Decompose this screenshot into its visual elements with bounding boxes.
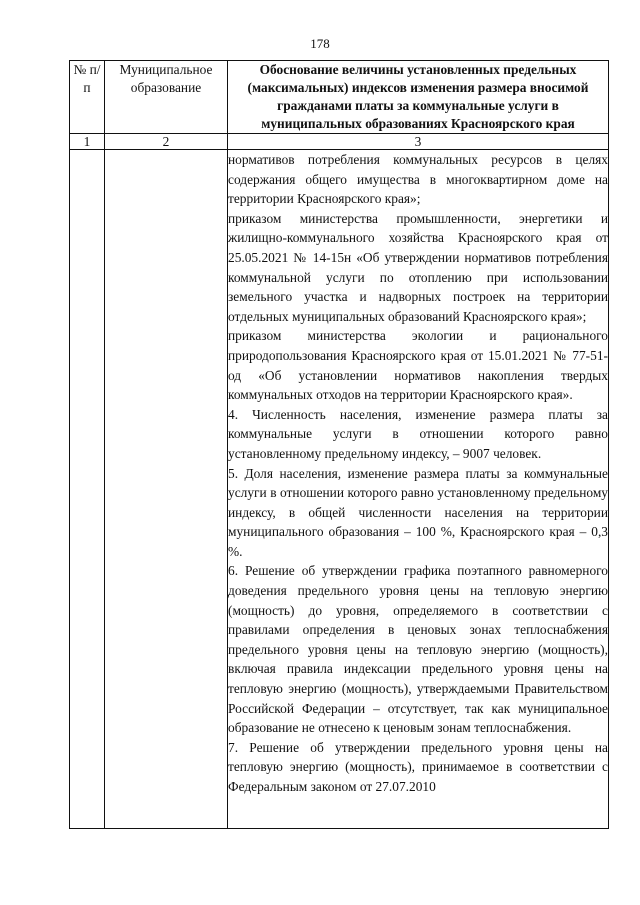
document-table	[69, 60, 609, 829]
body-paragraph: нормативов потребления коммунальных ресурсов в целях содержания общего имущества в многоквартирном доме на территории Красноярского края»;	[228, 152, 608, 207]
body-paragraph: 6. Решение об утверждении графика поэтапного равномерного доведения предельного уровня цены на тепловую энергию (мощность) до уровня, определяемого в соответствии с правилами определения в ценовых зонах теплоснабжения предельного уровня цены на тепловую энергию (мощность), включая правила индексации предельного уровня цены на тепловую энергию (мощность), утверждаемыми Правительством Российской Федерации – отсутствует, так как муниципальное образование не отнесено к ценовым зонам теплоснабжения.	[228, 563, 608, 736]
table-header-row	[70, 61, 609, 134]
column-number: 3	[228, 134, 609, 150]
table-row	[70, 150, 609, 829]
page-number: 178	[310, 36, 330, 51]
cell-municipality	[105, 150, 228, 829]
cell-justification	[228, 150, 609, 829]
body-paragraph: 7. Решение об утверждении предельного уровня цены на тепловую энергию (мощность), принимаемое в соответствии с Федеральным законом от 27.07.2010	[228, 739, 608, 794]
header-municipality: Муниципальное образование	[105, 61, 228, 134]
body-paragraph: приказом министерства промышленности, энергетики и жилищно-коммунального хозяйства Красноярского края от 25.05.2021 № 14-15н «Об утверждении нормативов потребления коммунальной услуги по отоплению при использовании земельного участка и надворных построек на территории отдельных муниципальных образований Красноярского края»;	[228, 210, 608, 324]
column-number: 1	[70, 134, 105, 150]
body-paragraph: приказом министерства экологии и рационального природопользования Красноярского края от 15.01.2021 № 77-51-од «Об установлении нормативов накопления твердых коммунальных отходов на территории Красноярского края».	[228, 328, 608, 403]
column-number: 2	[105, 134, 228, 150]
cell-num	[70, 150, 105, 829]
body-paragraph: 5. Доля населения, изменение размера платы за коммунальные услуги в отношении которого равно установленному предельному индексу, в общей численности населения на территории муниципального образования – 100 %, Красноярского края – 0,3 %.	[228, 465, 608, 559]
header-num: № п/п	[70, 61, 105, 134]
column-number-row	[70, 134, 609, 150]
header-justification: Обоснование величины установленных предельных (максимальных) индексов изменения размера вносимой гражданами платы за коммунальные услуги в муниципальных образованиях Красноярского края	[228, 61, 609, 134]
body-paragraph: 4. Численность населения, изменение размера платы за коммунальные услуги в отношении которого равно установленному предельному индексу, – 9007 человек.	[228, 406, 608, 461]
